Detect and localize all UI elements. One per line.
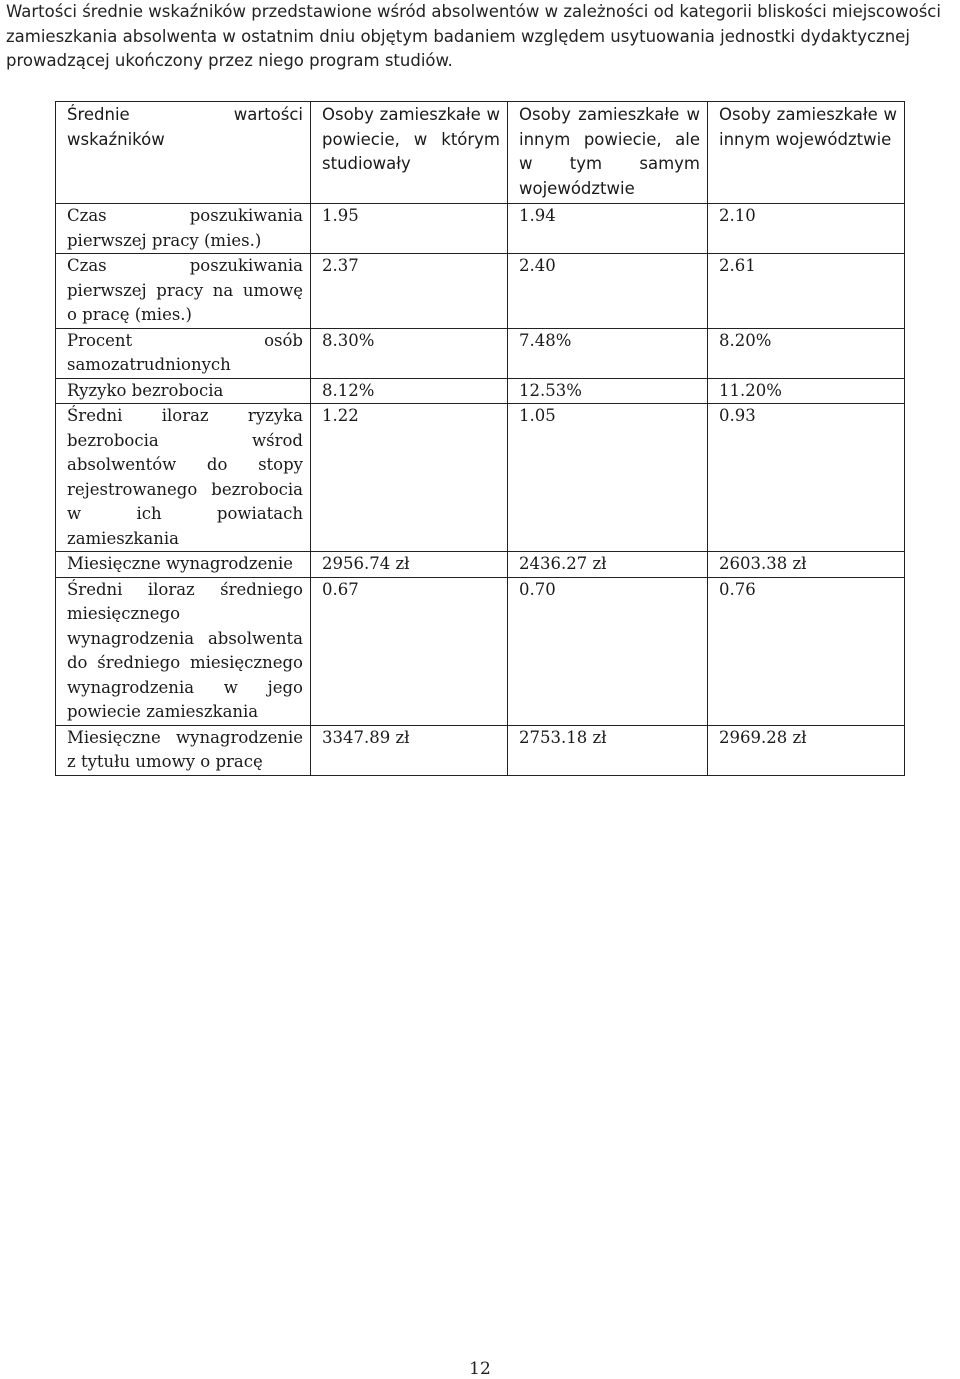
row-label: Średni iloraz średniego miesięcznego wynagrodzenia absolwenta do średniego miesięcznego wynagrodzenia w jego powiecie zamieszkania <box>56 577 311 725</box>
table-cell: 0.93 <box>708 404 905 552</box>
row-label: Ryzyko bezrobocia <box>56 378 311 404</box>
table-caption: Wartości średnie wskaźników przedstawione wśród absolwentów w zależności od kategorii bliskości miejscowości zamieszkania absolwenta w ostatnim dniu objętym badaniem względem usytuowania jednostki dydaktycznej prowadzącej ukończony przez niego program studiów. <box>6 2 941 70</box>
table-cell: 7.48% <box>508 328 708 378</box>
table-row <box>56 552 905 578</box>
table-cell: 8.12% <box>311 378 508 404</box>
table-cell: 2956.74 zł <box>311 552 508 578</box>
table-cell: 3347.89 zł <box>311 725 508 775</box>
column-header-indicators: Średnie wartości wskaźników <box>56 102 311 204</box>
table-cell: 8.30% <box>311 328 508 378</box>
column-header-other-voivodeship: Osoby zamieszkałe w innym województwie <box>708 102 905 204</box>
row-label: Miesięczne wynagrodzenie <box>56 552 311 578</box>
table-cell: 2.61 <box>708 254 905 329</box>
table-cell: 2.37 <box>311 254 508 329</box>
table-cell: 2436.27 zł <box>508 552 708 578</box>
row-label: Czas poszukiwania pierwszej pracy (mies.) <box>56 204 311 254</box>
page-number: 12 <box>469 1359 491 1379</box>
table-cell: 11.20% <box>708 378 905 404</box>
table-cell: 1.94 <box>508 204 708 254</box>
table-header-row <box>56 102 905 204</box>
table-cell: 2969.28 zł <box>708 725 905 775</box>
row-label: Procent osób samozatrudnionych <box>56 328 311 378</box>
column-header-same-county: Osoby zamieszkałe w powiecie, w którym studiowały <box>311 102 508 204</box>
table-cell: 1.95 <box>311 204 508 254</box>
table-cell: 8.20% <box>708 328 905 378</box>
table-row <box>56 254 905 329</box>
table-cell: 2603.38 zł <box>708 552 905 578</box>
table-cell: 2.40 <box>508 254 708 329</box>
table-row <box>56 404 905 552</box>
table-cell: 0.67 <box>311 577 508 725</box>
table-cell: 1.05 <box>508 404 708 552</box>
row-label: Średni iloraz ryzyka bezrobocia wśrod absolwentów do stopy rejestrowanego bezrobocia w ich powiatach zamieszkania <box>56 404 311 552</box>
indicators-table <box>55 101 905 776</box>
table-cell: 2753.18 zł <box>508 725 708 775</box>
table-row <box>56 328 905 378</box>
row-label: Miesięczne wynagrodzenie z tytułu umowy o pracę <box>56 725 311 775</box>
table-cell: 12.53% <box>508 378 708 404</box>
table-row <box>56 577 905 725</box>
table-row <box>56 725 905 775</box>
table-cell: 1.22 <box>311 404 508 552</box>
table-cell: 0.70 <box>508 577 708 725</box>
table-row <box>56 378 905 404</box>
table-row <box>56 204 905 254</box>
column-header-same-voivodeship: Osoby zamieszkałe w innym powiecie, ale w tym samym województwie <box>508 102 708 204</box>
row-label: Czas poszukiwania pierwszej pracy na umowę o pracę (mies.) <box>56 254 311 329</box>
table-cell: 2.10 <box>708 204 905 254</box>
table-cell: 0.76 <box>708 577 905 725</box>
